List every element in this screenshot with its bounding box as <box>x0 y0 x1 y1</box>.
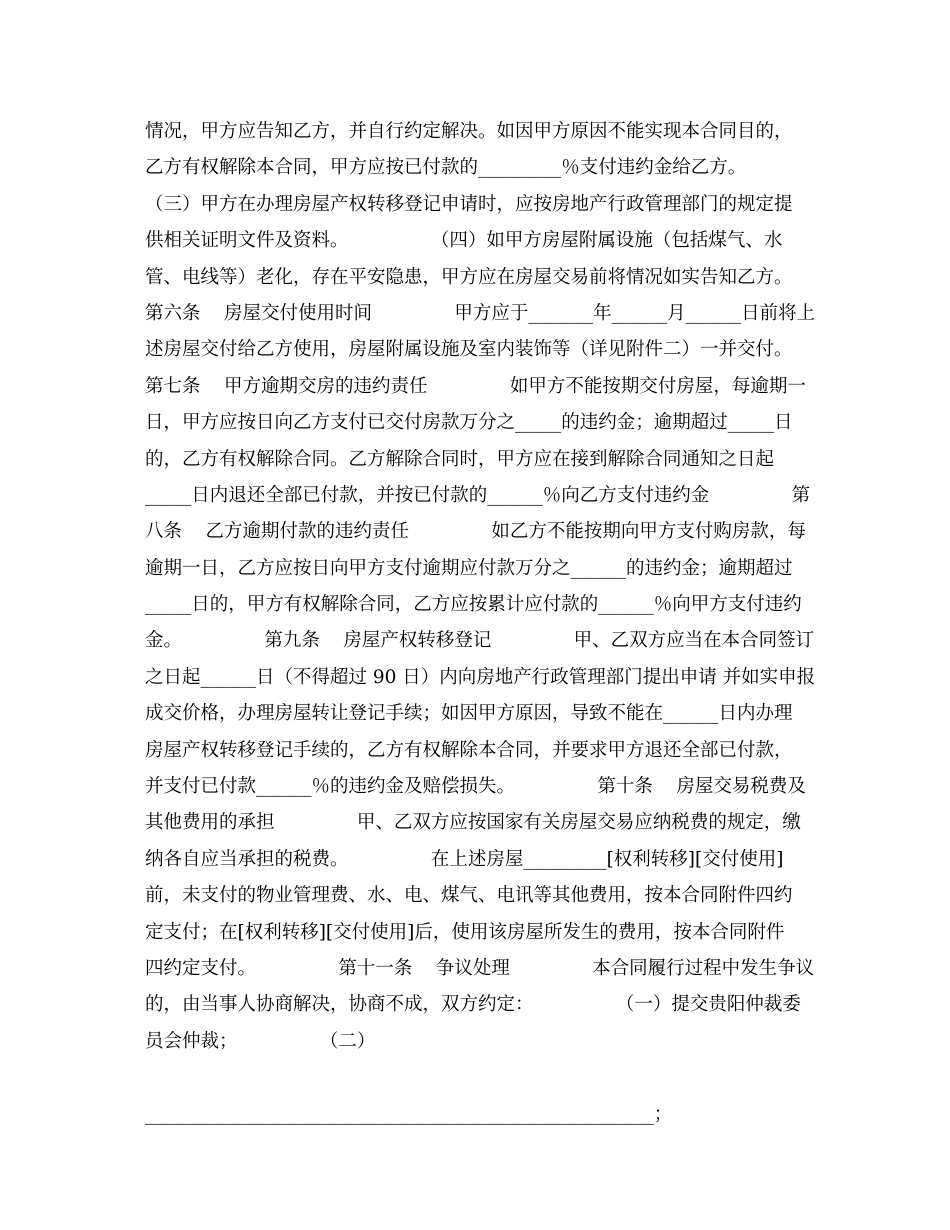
text-line: 逾期一日，乙方应按日向甲方支付逾期应付款万分之______的违约金；逾期超过 <box>145 557 793 579</box>
text-line: 乙方有权解除本合同，甲方应按已付款的_________％支付违约金给乙方。 <box>145 157 747 179</box>
text-line: 成交价格，办理房屋转让登记手续；如因甲方原因，导致不能在______日内办理 <box>145 703 793 725</box>
text-line: 前，未支付的物业管理费、水、电、煤气、电讯等其他费用，按本合同附件四约 <box>145 885 793 907</box>
text-line: 纳各自应当承担的税费。 在上述房屋_________[权利转移][交付使用] <box>145 848 784 870</box>
text-line: 述房屋交付给乙方使用，房屋附属设施及室内装饰等（详见附件二）一并交付。 <box>145 339 793 361</box>
text-line: 情况，甲方应告知乙方，并自行约定解决。如因甲方原因不能实现本合同目的， <box>145 121 793 142</box>
text-line: 八条 乙方逾期付款的违约责任 如乙方不能按期向甲方支付购房款，每 <box>145 521 806 543</box>
text-line: 管、电线等）老化，存在平安隐患，甲方应在房屋交易前将情况如实告知乙方。 <box>145 266 793 288</box>
text-line: _______________________________________________________； <box>145 1103 673 1125</box>
text-line: 第六条 房屋交付使用时间 甲方应于_______年______月______日前将上 <box>145 302 816 324</box>
text-line: （三）甲方在办理房屋产权转移登记申请时，应按房地产行政管理部门的规定提 <box>145 193 793 215</box>
text-line: _____日内退还全部已付款，并按已付款的______％向乙方支付违约金 第 <box>145 484 811 506</box>
text-line: 员会仲裁； （二） <box>145 1030 376 1052</box>
text-line: 之日起______日（不得超过 90 日）内向房地产行政管理部门提出申请 并如实申报 <box>145 666 816 688</box>
text-line: 四约定支付。 第十一条 争议处理 本合同履行过程中发生争议 <box>145 957 815 979</box>
text-line: 房屋产权转移登记手续的，乙方有权解除本合同，并要求甲方退还全部已付款， <box>145 739 793 761</box>
text-line: 的，乙方有权解除合同。乙方解除合同时，甲方应在接到解除合同通知之日起 <box>145 448 775 470</box>
text-line: _____日的，甲方有权解除合同，乙方应按累计应付款的______％向甲方支付违约 <box>145 594 802 616</box>
text-line: 并支付已付款______％的违约金及赔偿损失。 第十条 房屋交易税费及 <box>145 776 806 798</box>
text-line: 定支付；在[权利转移][交付使用]后，使用该房屋所发生的费用，按本合同附件 <box>145 921 785 943</box>
blank-line <box>145 1060 813 1096</box>
text-line: 第七条 甲方逾期交房的违约责任 如甲方不能按期交付房屋，每逾期一 <box>145 375 806 397</box>
document-body <box>145 114 816 1133</box>
text-line: 的，由当事人协商解决，协商不成，双方约定： （一）提交贵阳仲裁委 <box>145 994 801 1016</box>
text-line: 其他费用的承担 甲、乙双方应按国家有关房屋交易应纳税费的规定，缴 <box>145 812 801 834</box>
text-line: 日，甲方应按日向乙方支付已交付房款万分之_____的违约金；逾期超过_____日 <box>145 412 793 434</box>
text-line: 供相关证明文件及资料。 （四）如甲方房屋附属设施（包括煤气、水 <box>145 230 783 252</box>
text-line: 金。 第九条 房屋产权转移登记 甲、乙双方应当在本合同签订 <box>145 630 815 652</box>
